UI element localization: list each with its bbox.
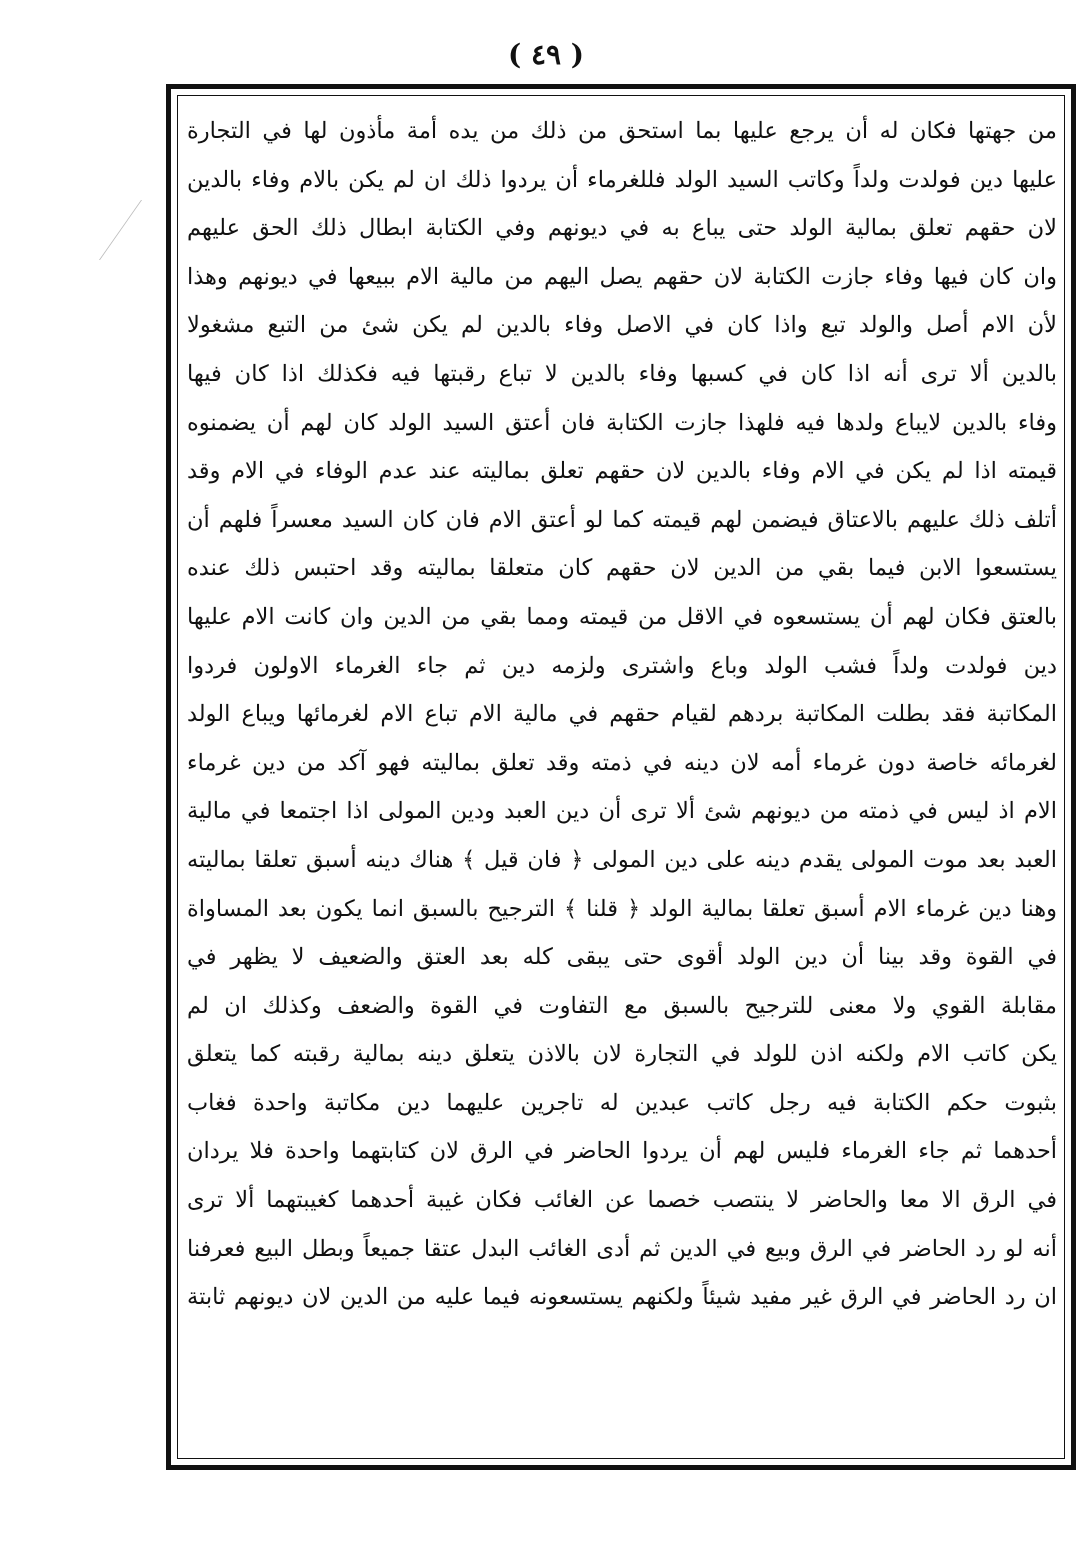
- text-line: من جهتها فكان له أن يرجع عليها بما استحق من ذلك من يده أمة مأذون لها في التجارة: [187, 118, 1057, 144]
- text-line: لان حقهم تعلق بمالية الولد حتى يباع به في ديونهم وفي الكتابة ابطال ذلك الحق عليهم: [187, 215, 1057, 242]
- text-line: لغرمائه خاصة دون غرماء أمه لان دينه في ذمته وقد تعلق بماليته فهو آكد من دين غرماء: [187, 749, 1057, 776]
- text-line: ان رد الحاضر في الرق غير مفيد شيئاً ولكنهم يستسعونه فيما عليه من الدين لان ديونهم ثابتة: [187, 1284, 1057, 1311]
- text-line: في الرق الا معا والحاضر لا ينتصب خصما عن الغائب فكان غيبة أحدهما كغيبتهما ألا ترى: [187, 1187, 1057, 1214]
- text-line: العبد بعد موت المولى يقدم دينه على دين المولى ﴿ فان قيل ﴾ هناك دينه أسبق تعلقا بماليته: [187, 846, 1057, 873]
- page-number: ( ٤٩ ): [507, 38, 585, 71]
- text-line: المكاتبة فقد بطلت المكاتبة بردهم لقيام حقهم في مالية الام تباع الام لغرمائها ويباع الولد: [187, 701, 1057, 728]
- text-line: لأن الام أصل والولد تبع واذا كان في الاصل وفاء بالدين لم يكن شئ من التبع مشغولا: [187, 312, 1057, 339]
- text-line: وان كان فيها وفاء جازت الكتابة لان حقهم يصل اليهم من مالية الام ببيعها في ديونهم وهذا: [187, 263, 1057, 290]
- text-line: وهنا دين غرماء الام أسبق تعلقا بمالية الولد ﴿ قلنا ﴾ الترجيح بالسبق انما يكون بعد المساواة: [187, 895, 1057, 922]
- text-line: أحدهما ثم جاء الغرماء فليس لهم أن يردوا الحاضر في الرق لان كتابتهما واحدة فلا يردان: [187, 1138, 1057, 1165]
- text-line: بالعتق فكان لهم أن يستسعوه في الاقل من قيمته ومما بقي من الدين وان كانت الام عليها: [187, 603, 1057, 630]
- text-line: دين فولدت ولداً فشب الولد وباع واشترى ولزمه دين ثم جاء الغرماء الاولون فردوا: [187, 652, 1057, 679]
- text-line: بثبوت حكم الكتابة فيه رجل كاتب عبدين له تاجرين عليهما دين مكاتبة واحدة فغاب: [187, 1089, 1057, 1116]
- text-line: يكن كاتب الام ولكنه اذن للولد في التجارة لان بالاذن يتعلق دينه بمالية رقبته كما يتعلق: [187, 1041, 1057, 1068]
- text-line: مقابلة القوي ولا معنى للترجيح بالسبق مع التفاوت في القوة والضعف وكذلك ان لم: [187, 992, 1057, 1019]
- text-line: الام اذ ليس في ذمته من ديونهم شئ ألا ترى أن دين العبد ودين المولى اذا اجتمعا في مالية: [187, 798, 1057, 825]
- text-line: بالدين ألا ترى أنه اذا كان في كسبها وفاء بالدين لا تباع رقبتها فيه فكذلك اذا كان فيها: [187, 360, 1057, 387]
- text-line: عليها دين فولدت ولداً وكاتب السيد الولد فللغرماء أن يردوا ذلك ان لم يكن بالام وفاء بالدين: [187, 166, 1057, 193]
- text-line: وفاء بالدين لايباع ولدها فيه فلهذا جازت الكتابة فان أعتق السيد الولد كان لهم أن يضمنوه: [187, 409, 1057, 436]
- text-line: قيمته اذا لم يكن في الام وفاء بالدين لان حقهم تعلق بماليته عند عدم الوفاء في الام وقد: [187, 458, 1057, 485]
- text-line: أنه لو رد الحاضر في الرق وبيع في الدين ثم أدى الغائب البدل عتقا جميعاً وبطل البيع فعرفنا: [187, 1235, 1057, 1262]
- text-frame: [166, 84, 1076, 1470]
- body-text: [187, 107, 1057, 1322]
- text-line: أتلف ذلك عليهم بالاعتاق فيضمن لهم قيمته كما لو أعتق الام فان كان السيد معسراً فلهم أن: [187, 506, 1057, 533]
- text-line: يستسعوا الابن فيما بقي من الدين لان حقهم كان متعلقا بماليته وقد احتبس ذلك عنده: [187, 555, 1057, 582]
- text-line: في القوة وقد بينا أن دين الولد أقوى حتى يبقى كله بعد العتق والضعيف لا يظهر في: [187, 944, 1057, 971]
